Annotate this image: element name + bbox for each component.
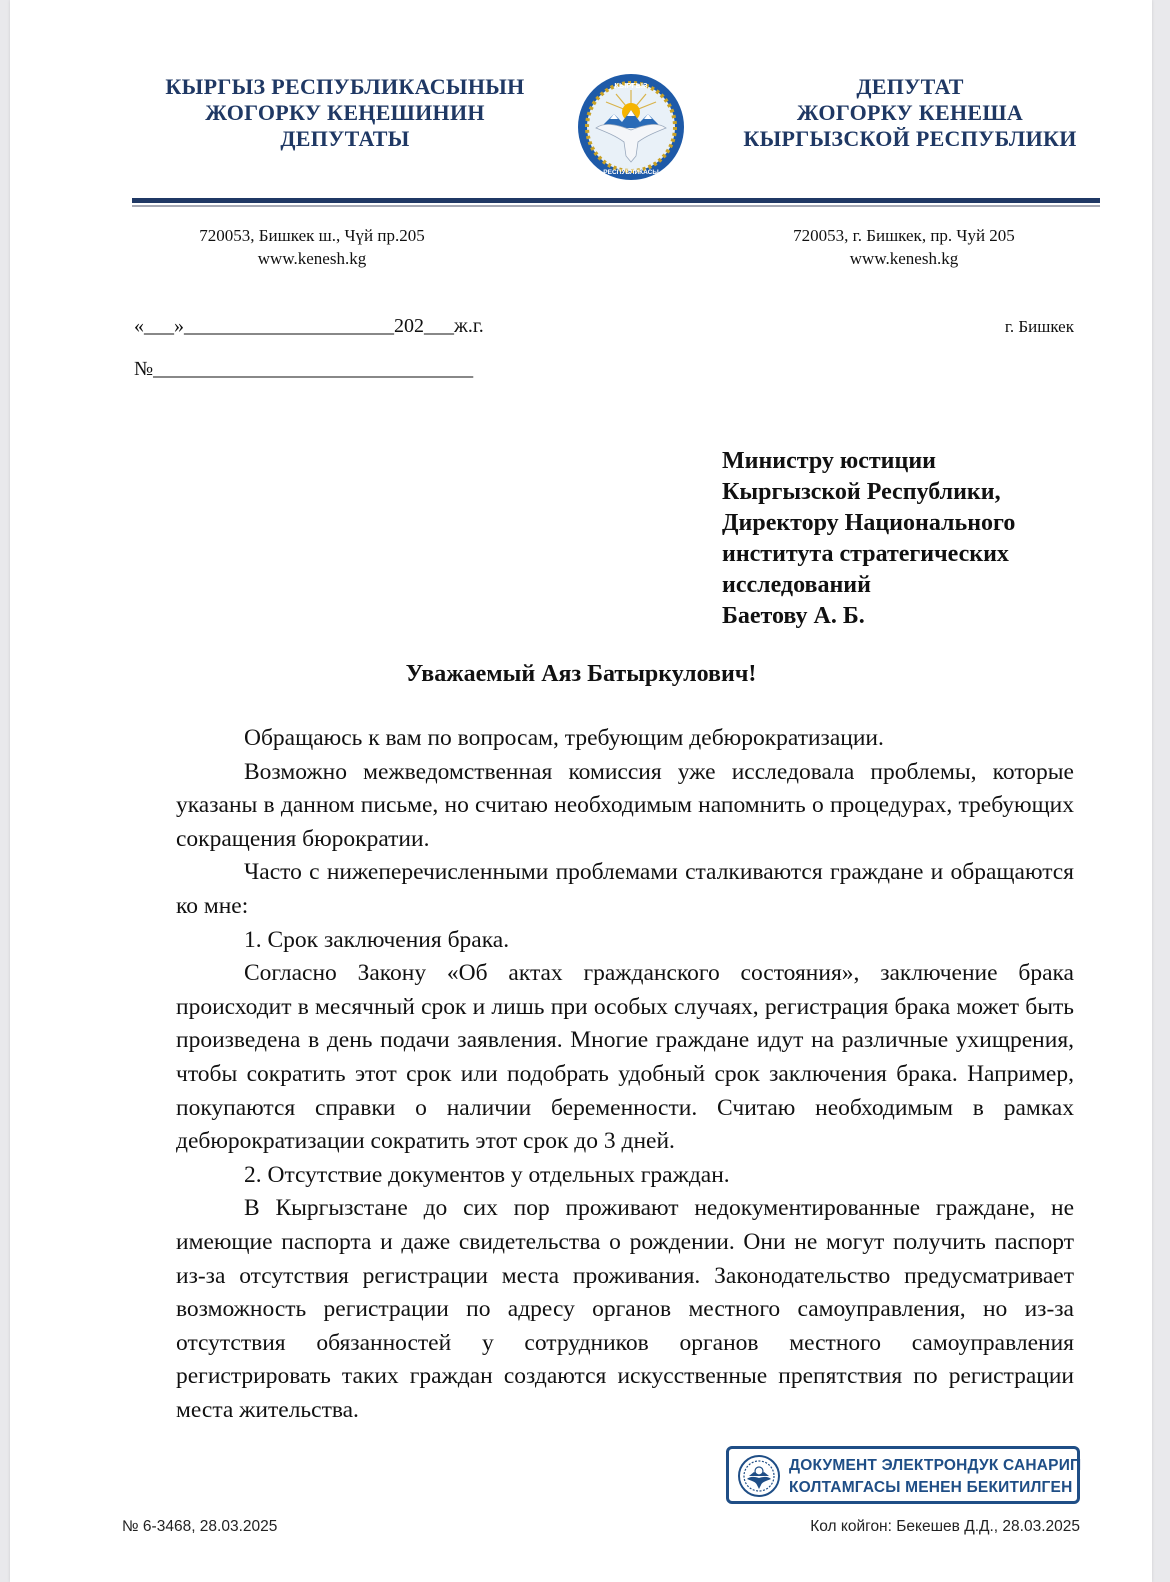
header-left-line: ЖОГОРКУ КЕҢЕШИНИН [205,100,485,125]
body-paragraph: Часто с нижеперечисленными проблемами сталкиваются граждане и обращаются ко мне: [176,859,1074,919]
address-right-website[interactable]: www.kenesh.kg [849,249,959,268]
header-right-line: КЫРГЫЗСКОЙ РЕСПУБЛИКИ [743,126,1077,151]
svg-text:РЕСПУБЛИКАСЫ: РЕСПУБЛИКАСЫ [603,169,659,176]
body-paragraph: Возможно межведомственная комиссия уже исследовала проблемы, которые указаны в данном письме, но считаю необходимым напомнить о процедурах, требующих сокращения бюрократии. [176,758,1074,852]
header-right-line: ДЕПУТАТ [856,74,964,99]
address-left-website[interactable]: www.kenesh.kg [257,249,367,268]
numbered-item-heading: 1. Срок заключения брака. [244,926,510,953]
city-label: г. Бишкек [1004,317,1074,336]
outgoing-number-field: №________________________________ [134,358,474,380]
header-left-kyrgyz [122,74,568,152]
recipient-block [722,446,1015,632]
svg-text:КЫРГЫЗ: КЫРГЫЗ [614,81,648,90]
recipient-line: исследований [722,572,871,598]
document-page [10,0,1152,1582]
state-emblem-icon [576,72,686,182]
header-left-line: КЫРГЫЗ РЕСПУБЛИКАСЫНЫН [165,74,525,99]
body-paragraph: Согласно Закону «Об актах гражданского состояния», заключение брака происходит в месячный срок и лишь при особых случаях, регистрация брака может быть произведена в день подачи заявления. Многие граждане идут на различные ухищрения, чтобы сократить этот срок или подобрать удобный срок заключения брака. Например, покупаются справки о наличии беременности. Считаю необходимым в рамках дебюрократизации сократить этот срок до 3 дней. [176,960,1074,1155]
footer-signed-by: Кол койгон: Бекешев Д.Д., 28.03.2025 [810,1518,1080,1535]
header-divider-thin [132,205,1100,207]
stamp-line: КОЛТАМГАСЫ МЕНЕН БЕКИТИЛГЕН [789,1479,1073,1496]
stamp-emblem-icon [737,1454,781,1498]
numbered-item-heading: 2. Отсутствие документов у отдельных граждан. [244,1161,730,1188]
letter-body [176,722,1074,1427]
footer-document-number: № 6-3468, 28.03.2025 [122,1518,278,1535]
header-left-line: ДЕПУТАТЫ [280,126,410,151]
header-divider-thick [132,198,1100,203]
body-paragraph: В Кыргызстане до сих пор проживают недокументированные граждане, не имеющие паспорта и даже свидетельства о рождении. Они не могут получить паспорт из-за отсутствия регистрации места проживания. Законодательство предусматривает возможность регистрации по адресу органов местного самоуправления, но из-за отсутствия обязанностей у сотрудников органов местного самоуправления регистрировать таких граждан создаются искусственные препятствия по регистрации места жительства. [176,1195,1074,1423]
recipient-line: Директору Национального [722,510,1016,536]
recipient-line: Баетову А. Б. [722,603,865,629]
stamp-line: ДОКУМЕНТ ЭЛЕКТРОНДУК САНАРИП [789,1457,1082,1474]
salutation: Уважаемый Аяз Батыркулович! [405,661,757,687]
address-left-street: 720053, Бишкек ш., Чүй пр.205 [199,226,425,245]
recipient-line: института стратегических [722,541,1009,567]
digital-signature-stamp [726,1446,1080,1504]
recipient-line: Кыргызской Республики, [722,479,1001,505]
stamp-text [789,1455,1081,1499]
address-right [754,224,1054,270]
date-field: «___»_____________________202___ж.г. [134,315,484,337]
body-paragraph: Обращаюсь к вам по вопросам, требующим дебюрократизации. [244,725,884,751]
header-right-russian [710,74,1110,152]
address-right-street: 720053, г. Бишкек, пр. Чуй 205 [793,226,1015,245]
address-left [162,224,462,270]
header-right-line: ЖОГОРКУ КЕНЕША [796,100,1024,125]
recipient-line: Министру юстиции [722,448,936,474]
